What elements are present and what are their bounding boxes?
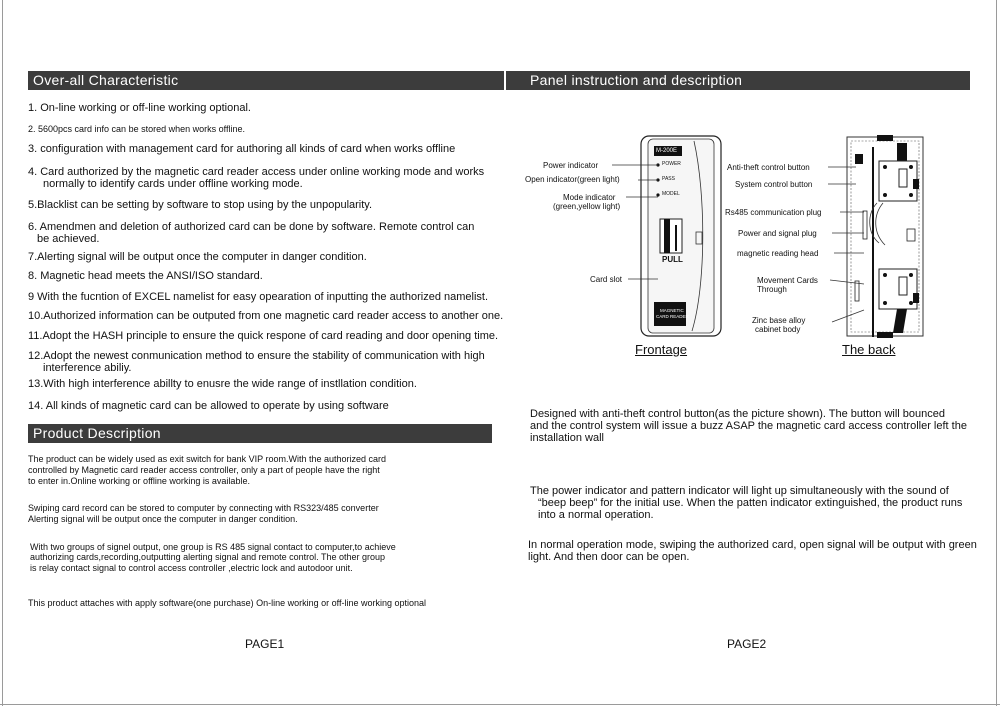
product-description-header: Product Description bbox=[28, 424, 492, 443]
back-leader-lines bbox=[820, 160, 880, 330]
frontage-leader-lines bbox=[520, 150, 660, 290]
device-power-label: POWER bbox=[662, 161, 681, 167]
label-rs485-plug: Rs485 communication plug bbox=[725, 208, 822, 217]
characteristic-item: 6. Amendmen and deletion of authorized card can be done by software. Remote control can bbox=[28, 221, 475, 233]
label-zinc-base: Zinc base alloy bbox=[752, 316, 806, 325]
panel-paragraph-line: Designed with anti-theft control button(as the picture shown). The button will bounced bbox=[530, 408, 945, 420]
characteristic-item: 7.Alerting signal will be output once the computer in danger condition. bbox=[28, 251, 367, 263]
product-paragraph-line: to enter in.Online working or offline working is available. bbox=[28, 476, 250, 486]
panel-paragraph-line: and the control system will issue a buzz ASAP the magnetic card access controller left the bbox=[530, 420, 967, 432]
label-system-control-button: System control button bbox=[735, 180, 813, 189]
characteristic-item: be achieved. bbox=[37, 233, 100, 245]
characteristic-item: normally to identify cards under offline working mode. bbox=[43, 178, 303, 190]
characteristic-item: 14. All kinds of magnetic card can be allowed to operate by using software bbox=[28, 400, 389, 412]
panel-paragraph-line: installation wall bbox=[530, 432, 604, 444]
panel-paragraph-line: In normal operation mode, swiping the authorized card, open signal will be output with green bbox=[528, 539, 977, 551]
back-caption: The back bbox=[842, 342, 896, 357]
label-power-indicator: Power indicator bbox=[543, 161, 599, 170]
product-paragraph-line: This product attaches with apply software(one purchase) On-line working or off-line working optional bbox=[28, 598, 427, 608]
label-anti-theft-button: Anti-theft control button bbox=[727, 163, 810, 172]
panel-paragraph-line: light. And then door can be open. bbox=[528, 551, 690, 563]
product-paragraph-line: The product can be widely used as exit switch for bank VIP room.With the authorized card bbox=[28, 454, 387, 464]
characteristic-item: 8. Magnetic head meets the ANSI/ISO standard. bbox=[28, 270, 263, 282]
characteristic-item: 11.Adopt the HASH principle to ensure the quick respone of card reading and door opening time. bbox=[28, 330, 499, 342]
device-model-label: M-200E bbox=[656, 148, 678, 154]
panel-paragraph-line: into a normal operation. bbox=[538, 509, 654, 521]
bottom-border bbox=[0, 704, 1000, 705]
panel-paragraph-line: “beep beep” for the initial use. When the patten indicator extinguished, the product runs bbox=[538, 497, 963, 509]
device-mode-label: MODEL bbox=[662, 191, 680, 197]
right-border bbox=[996, 0, 997, 706]
label-movement-through: Through bbox=[757, 285, 787, 294]
label-magnetic-head: magnetic reading head bbox=[737, 249, 819, 258]
label-mode-indicator-colors: (green,yellow light) bbox=[553, 202, 621, 211]
label-power-signal-plug: Power and signal plug bbox=[738, 229, 817, 238]
product-paragraph-line: With two groups of signel output, one group is RS 485 signal contact to computer,to achieve bbox=[30, 542, 396, 552]
device-plate-line1: MAGNETIC bbox=[660, 308, 684, 313]
label-open-indicator: Open indicator(green light) bbox=[525, 175, 620, 184]
label-cabinet-body: cabinet body bbox=[755, 325, 801, 334]
characteristic-item: 13.With high interference abillty to enusre the wide range of instllation condition. bbox=[28, 378, 417, 390]
device-pass-label: PASS bbox=[662, 176, 675, 182]
page-number-right: PAGE2 bbox=[727, 637, 767, 651]
device-pull-label: PULL bbox=[662, 255, 683, 264]
panel-paragraph-line: The power indicator and pattern indicator will light up simultaneously with the sound of bbox=[530, 485, 949, 497]
characteristic-item: interference abiliy. bbox=[43, 362, 132, 374]
characteristic-item: 2. 5600pcs card info can be stored when works offline. bbox=[28, 124, 245, 134]
overall-characteristic-header: Over-all Characteristic bbox=[28, 71, 504, 90]
characteristic-item: 1. On-line working or off-line working optional. bbox=[28, 102, 251, 114]
label-mode-indicator: Mode indicator bbox=[563, 193, 616, 202]
product-paragraph-line: controlled by Magnetic card reader access controller, only a part of people have the right bbox=[28, 465, 380, 475]
characteristic-item: 10.Authorized information can be outputed from one magnetic card reader access to another one. bbox=[28, 310, 504, 322]
product-paragraph-line: Swiping card record can be stored to computer by connecting with RS323/485 converter bbox=[28, 503, 379, 513]
characteristic-item: 9 With the fucntion of EXCEL namelist for easy opearation of inputting the authorized namelist. bbox=[28, 291, 489, 303]
characteristic-item: 12.Adopt the newest conmunication method to ensure the stability of communication with high bbox=[28, 350, 485, 362]
product-paragraph-line: authorizing cards,recording,outputting alerting signal and remote control. The other group bbox=[30, 552, 386, 562]
label-movement-cards: Movement Cards bbox=[757, 276, 818, 285]
product-paragraph-line: is relay contact signal to control access controller ,electric lock and autodoor unit. bbox=[30, 563, 353, 573]
product-paragraph-line: Alerting signal will be output once the computer in danger condition. bbox=[28, 514, 298, 524]
left-border bbox=[2, 0, 3, 706]
page-number-left: PAGE1 bbox=[245, 637, 285, 651]
device-plate-line2: CARD READER bbox=[656, 314, 689, 319]
characteristic-item: 4. Card authorized by the magnetic card reader access under online working mode and works bbox=[28, 166, 485, 178]
panel-instruction-header: Panel instruction and description bbox=[506, 71, 970, 90]
characteristic-item: 3. configuration with management card for authoring all kinds of card when works offline bbox=[28, 143, 456, 155]
label-card-slot: Card slot bbox=[590, 275, 623, 284]
characteristic-item: 5.Blacklist can be setting by software to stop using by the unpopularity. bbox=[28, 199, 373, 211]
frontage-caption: Frontage bbox=[635, 342, 688, 357]
